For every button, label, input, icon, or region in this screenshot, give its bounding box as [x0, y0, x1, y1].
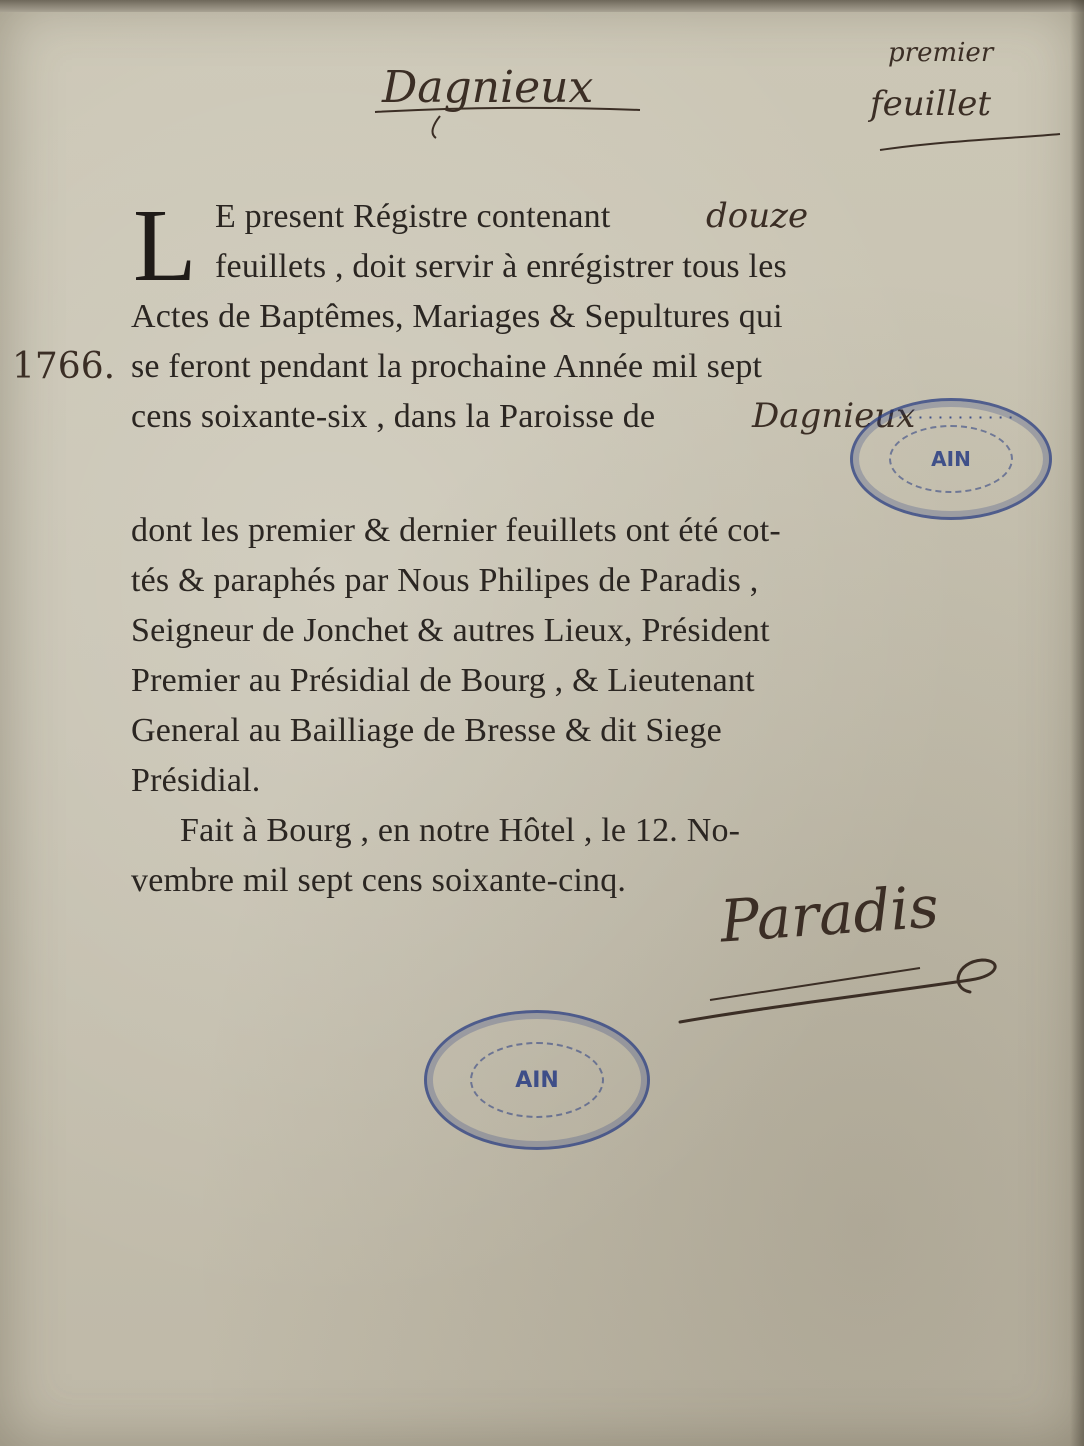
parish-heading: Dagnieux [382, 62, 594, 113]
print-line-10: General au Bailliage de Bresse & dit Siege [131, 712, 722, 749]
corner-note-flourish [870, 120, 1070, 170]
parish-name: Dagnieux [752, 396, 916, 436]
page-right-edge [1070, 0, 1084, 1446]
corner-note-premier: premier [888, 38, 994, 68]
stamp-rim-text-top: · · · · · · · · · · · · · [888, 411, 1014, 424]
heading-flourish [370, 100, 650, 140]
archive-stamp-bottom [424, 1010, 650, 1150]
print-line-13: vembre mil sept cens soixante-cinq. [131, 862, 627, 899]
print-line-9: Premier au Présidial de Bourg , & Lieutenant [131, 662, 755, 699]
print-line-11: Présidial. [131, 762, 261, 799]
archive-stamp-top [850, 398, 1052, 520]
print-line-5: cens soixante-six , dans la Paroisse de [131, 398, 656, 435]
corner-note-feuillet: feuillet [870, 84, 992, 124]
stamp-text-bottom: AIN [515, 1067, 559, 1093]
signature: Paradis [717, 872, 941, 956]
page-top-edge [0, 0, 1084, 12]
print-line-3: Actes de Baptêmes, Mariages & Sepultures qui [131, 298, 783, 335]
print-line-7: tés & paraphés par Nous Philipes de Paradis , [131, 562, 759, 599]
stamp-text-top: AIN [931, 447, 971, 471]
print-line-1: E present Régistre contenant [215, 198, 611, 235]
margin-year: 1766. [12, 346, 116, 387]
drop-cap: L [133, 188, 197, 303]
leaf-count: douze [706, 196, 809, 236]
print-line-12: Fait à Bourg , en notre Hôtel , le 12. No- [180, 812, 741, 849]
print-line-4: se feront pendant la prochaine Année mil sept [131, 348, 763, 385]
signature-flourish [670, 930, 1010, 1040]
print-line-8: Seigneur de Jonchet & autres Lieux, Président [131, 612, 770, 649]
print-line-2: feuillets , doit servir à enrégistrer tous les [215, 248, 787, 285]
print-line-6: dont les premier & dernier feuillets ont été cot- [131, 512, 781, 549]
